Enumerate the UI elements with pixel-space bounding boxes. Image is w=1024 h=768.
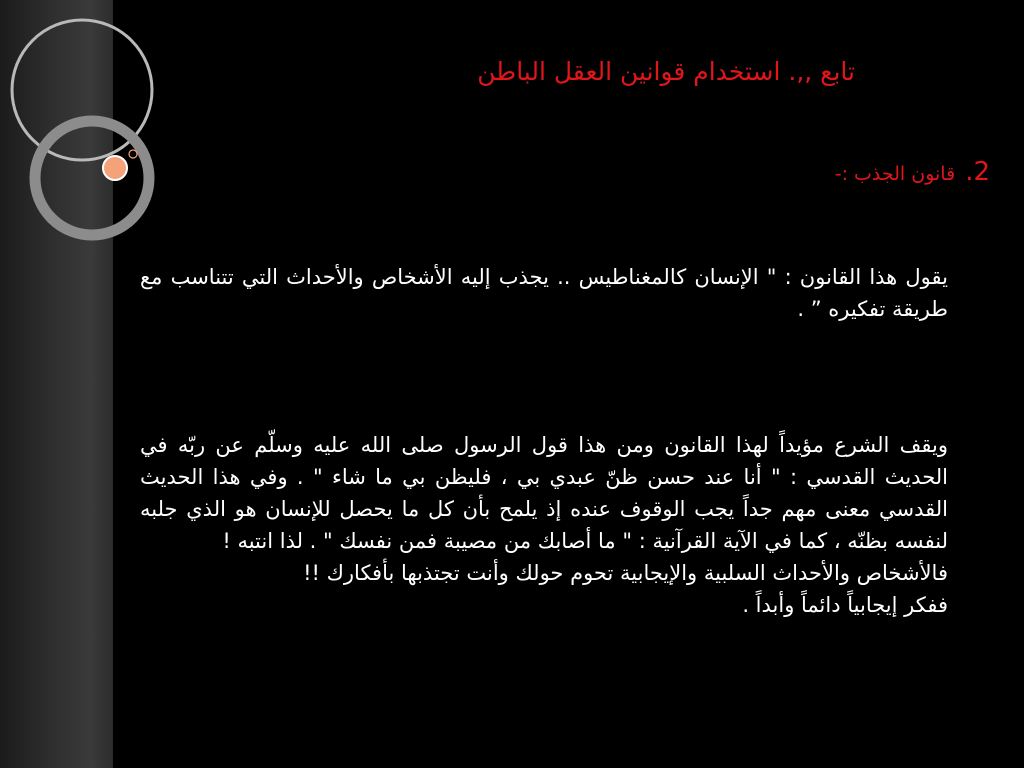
law-definition-paragraph: يقول هذا القانون : " الإنسان كالمغناطيس .. يجذب إليه الأشخاص والأحداث التي تتناسب مع طريقة تفكيره ” .	[140, 265, 948, 321]
decorative-circles	[0, 0, 160, 260]
sharia-support-paragraph	[140, 429, 948, 621]
bullet-dot-icon	[103, 156, 127, 180]
thick-ring	[35, 121, 149, 235]
section-title: قانون الجذب :-	[834, 163, 956, 185]
paragraph-line: فالأشخاص والأحداث السلبية والإيجابية تحوم حولك وأنت تجتذبها بأفكارك !!	[303, 561, 948, 585]
slide-title: تابع ,,. استخدام قوانين العقل الباطن	[477, 57, 855, 86]
small-ring-icon	[129, 150, 137, 158]
paragraph-line: ففكر إيجابياً دائماً وأبداً .	[742, 593, 948, 617]
paragraph-line: ويقف الشرع مؤيداً لهذا القانون ومن هذا قول الرسول صلى الله عليه وسلّم عن ربّه في الحديث القدسي : " أنا عند حسن ظنّ عبدي بي ، فليظن بي ما شاء " . وفي هذا الحديث القدسي معنى مهم جداً يجب الوقوف عنده إذ يلمح بأن كل ما يحصل للإنسان هو الذي جلبه لنفسه بظنّه ، كما في الآية القرآنية : " ما أصابك من مصيبة فمن نفسك " . لذا انتبه !	[140, 433, 948, 553]
section-number: 2.	[965, 157, 990, 187]
section-heading	[760, 154, 990, 192]
